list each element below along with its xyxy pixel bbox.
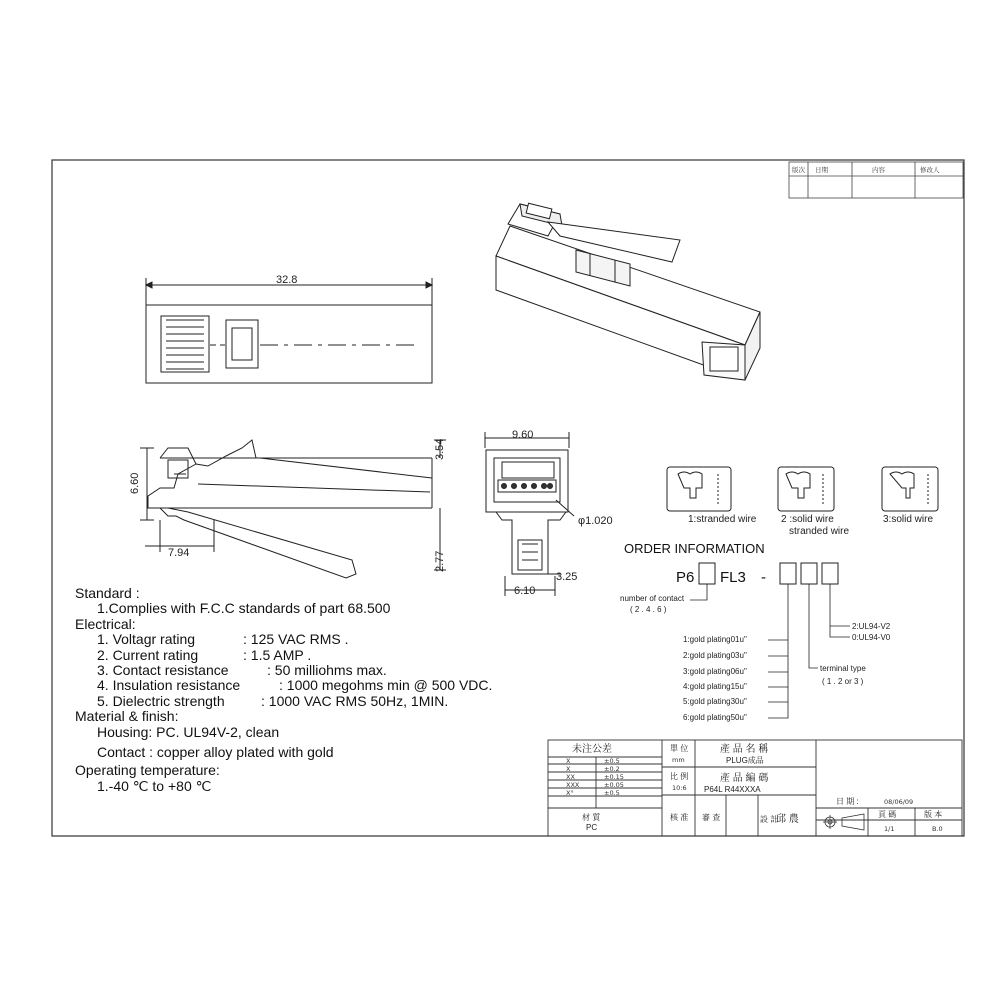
plating-3: 3:gold plating06u" <box>683 667 747 676</box>
plating-4: 4:gold plating15u" <box>683 682 747 691</box>
ul-rating-2: 0:UL94-V0 <box>852 633 891 642</box>
tol-row-4-v: ±0.05 <box>604 781 624 789</box>
housing-spec: Housing: PC. UL94V-2, clean <box>97 723 280 740</box>
order-middle: FL3 <box>720 569 746 586</box>
tol-row-3-k: XX <box>566 773 575 781</box>
electrical-value: : 125 VAC RMS . <box>243 631 349 648</box>
date-label: 日 期 : <box>836 797 859 806</box>
tol-row-1-k: X <box>566 757 571 765</box>
electrical-label: 3. Contact resistance <box>97 662 229 679</box>
product-name-label: 產 品 名 稱 <box>720 744 769 755</box>
electrical-heading: Electrical: <box>75 615 136 632</box>
dim-height-total: 6.60 <box>129 472 141 494</box>
material-value: PC <box>586 823 598 832</box>
tol-row-5-v: ±0.5 <box>604 789 620 797</box>
unit-label: 單 位 <box>670 744 689 753</box>
electrical-label: 4. Insulation resistance <box>97 677 241 694</box>
design-label: 設 計 <box>760 815 779 824</box>
electrical-item-2 <box>97 648 545 663</box>
wire-type-icons <box>667 467 938 511</box>
rev-col-editor: 修改人 <box>920 166 940 174</box>
plating-5: 5:gold plating30u" <box>683 697 747 706</box>
electrical-label: 1. Voltagr rating <box>97 631 196 648</box>
plating-1: 1:gold plating01u" <box>683 635 747 644</box>
optemp-range: 1.-40 ℃ to +80 ℃ <box>97 777 212 794</box>
page-value: 1/1 <box>884 825 895 833</box>
designer-name: 邱 農 <box>776 814 799 825</box>
electrical-item-4 <box>97 678 545 693</box>
page-label: 頁 碼 <box>878 810 897 819</box>
dim-height-top: 3.54 <box>434 438 446 460</box>
product-code-value: P64L R44XXXA <box>704 785 761 794</box>
tol-row-5-k: X° <box>566 789 574 797</box>
electrical-value: : 1000 megohms min @ 500 VDC. <box>279 677 493 694</box>
terminal-type-label: terminal type <box>820 664 866 673</box>
terminal-type-values: ( 1 . 2 or 3 ) <box>822 677 864 686</box>
electrical-value: : 1000 VAC RMS 50Hz, 1MIN. <box>261 692 449 709</box>
check-label: 核 准 <box>670 813 689 822</box>
projection-symbol-icon <box>823 814 864 830</box>
material-label: 材 質 <box>582 813 601 822</box>
optemp-heading: Operating temperature: <box>75 762 220 779</box>
wire-type-2-label2: stranded wire <box>789 526 850 537</box>
order-box-terminal <box>801 563 817 584</box>
dim-length: 32.8 <box>276 274 298 286</box>
version-value: B.0 <box>932 825 943 833</box>
electrical-item-1 <box>97 632 545 647</box>
dim-base-width: 3.25 <box>556 571 578 583</box>
material-heading: Material & finish: <box>75 708 179 725</box>
order-prefix: P6 <box>676 569 695 586</box>
standard-item-1: 1.Complies with F.C.C standards of part 68.500 <box>97 600 391 617</box>
dim-width: 9.60 <box>512 429 534 441</box>
electrical-item-5 <box>97 694 545 709</box>
top-view <box>146 278 432 383</box>
spec-block <box>75 586 545 794</box>
rev-col-content: 内容 <box>872 166 885 174</box>
order-contact-values: ( 2 . 4 . 6 ) <box>630 605 667 614</box>
electrical-item-3 <box>97 663 545 678</box>
ul-rating-1: 2:UL94-V2 <box>852 622 891 631</box>
rev-col-version: 版次 <box>792 166 805 174</box>
order-contact-note: number of contact <box>620 594 685 603</box>
date-value: 08/06/09 <box>884 798 914 806</box>
version-label: 版 本 <box>924 810 943 819</box>
plating-6: 6:gold plating50u" <box>683 713 747 722</box>
wire-type-2-label: 2 :solid wire <box>781 514 834 525</box>
tol-row-1-v: ±0.5 <box>604 757 620 765</box>
rev-col-date: 日期 <box>815 166 828 174</box>
dim-latch-offset: 7.94 <box>168 547 190 559</box>
order-dash: - <box>761 569 766 586</box>
wire-type-3-label: 3:solid wire <box>883 514 934 525</box>
scale-value: 10:6 <box>672 784 687 792</box>
order-info-title: ORDER INFORMATION <box>624 541 765 556</box>
isometric-plug-view <box>496 203 760 380</box>
dim-hole-dia: φ1.020 <box>578 515 613 527</box>
order-box-plating <box>780 563 796 584</box>
wire-type-1-label: 1:stranded wire <box>688 514 757 525</box>
dim-base-height: 2.77 <box>434 550 446 572</box>
contact-spec: Contact : copper alloy plated with gold <box>97 744 334 761</box>
dim-base-depth: 6.10 <box>514 585 536 597</box>
review-label: 審 查 <box>702 813 721 822</box>
tol-header: 未注公差 <box>572 744 612 755</box>
electrical-value: : 50 milliohms max. <box>267 662 387 679</box>
order-box-contacts <box>699 563 715 584</box>
unit-value: mm <box>672 756 685 764</box>
product-code-label: 產 品 編 碼 <box>720 773 769 784</box>
order-box-ul <box>822 563 838 584</box>
scale-label: 比 例 <box>670 772 689 781</box>
tol-row-4-k: XXX <box>566 781 580 789</box>
standard-heading: Standard : <box>75 585 140 601</box>
tol-row-2-k: X <box>566 765 571 773</box>
electrical-label: 5. Dielectric strength <box>97 692 225 709</box>
product-name-value: PLUG成品 <box>726 756 764 765</box>
electrical-value: : 1.5 AMP . <box>243 646 312 663</box>
electrical-label: 2. Current rating <box>97 646 199 663</box>
tol-row-3-v: ±0.15 <box>604 773 624 781</box>
tol-row-2-v: ±0.2 <box>604 765 620 773</box>
plating-2: 2:gold plating03u" <box>683 651 747 660</box>
